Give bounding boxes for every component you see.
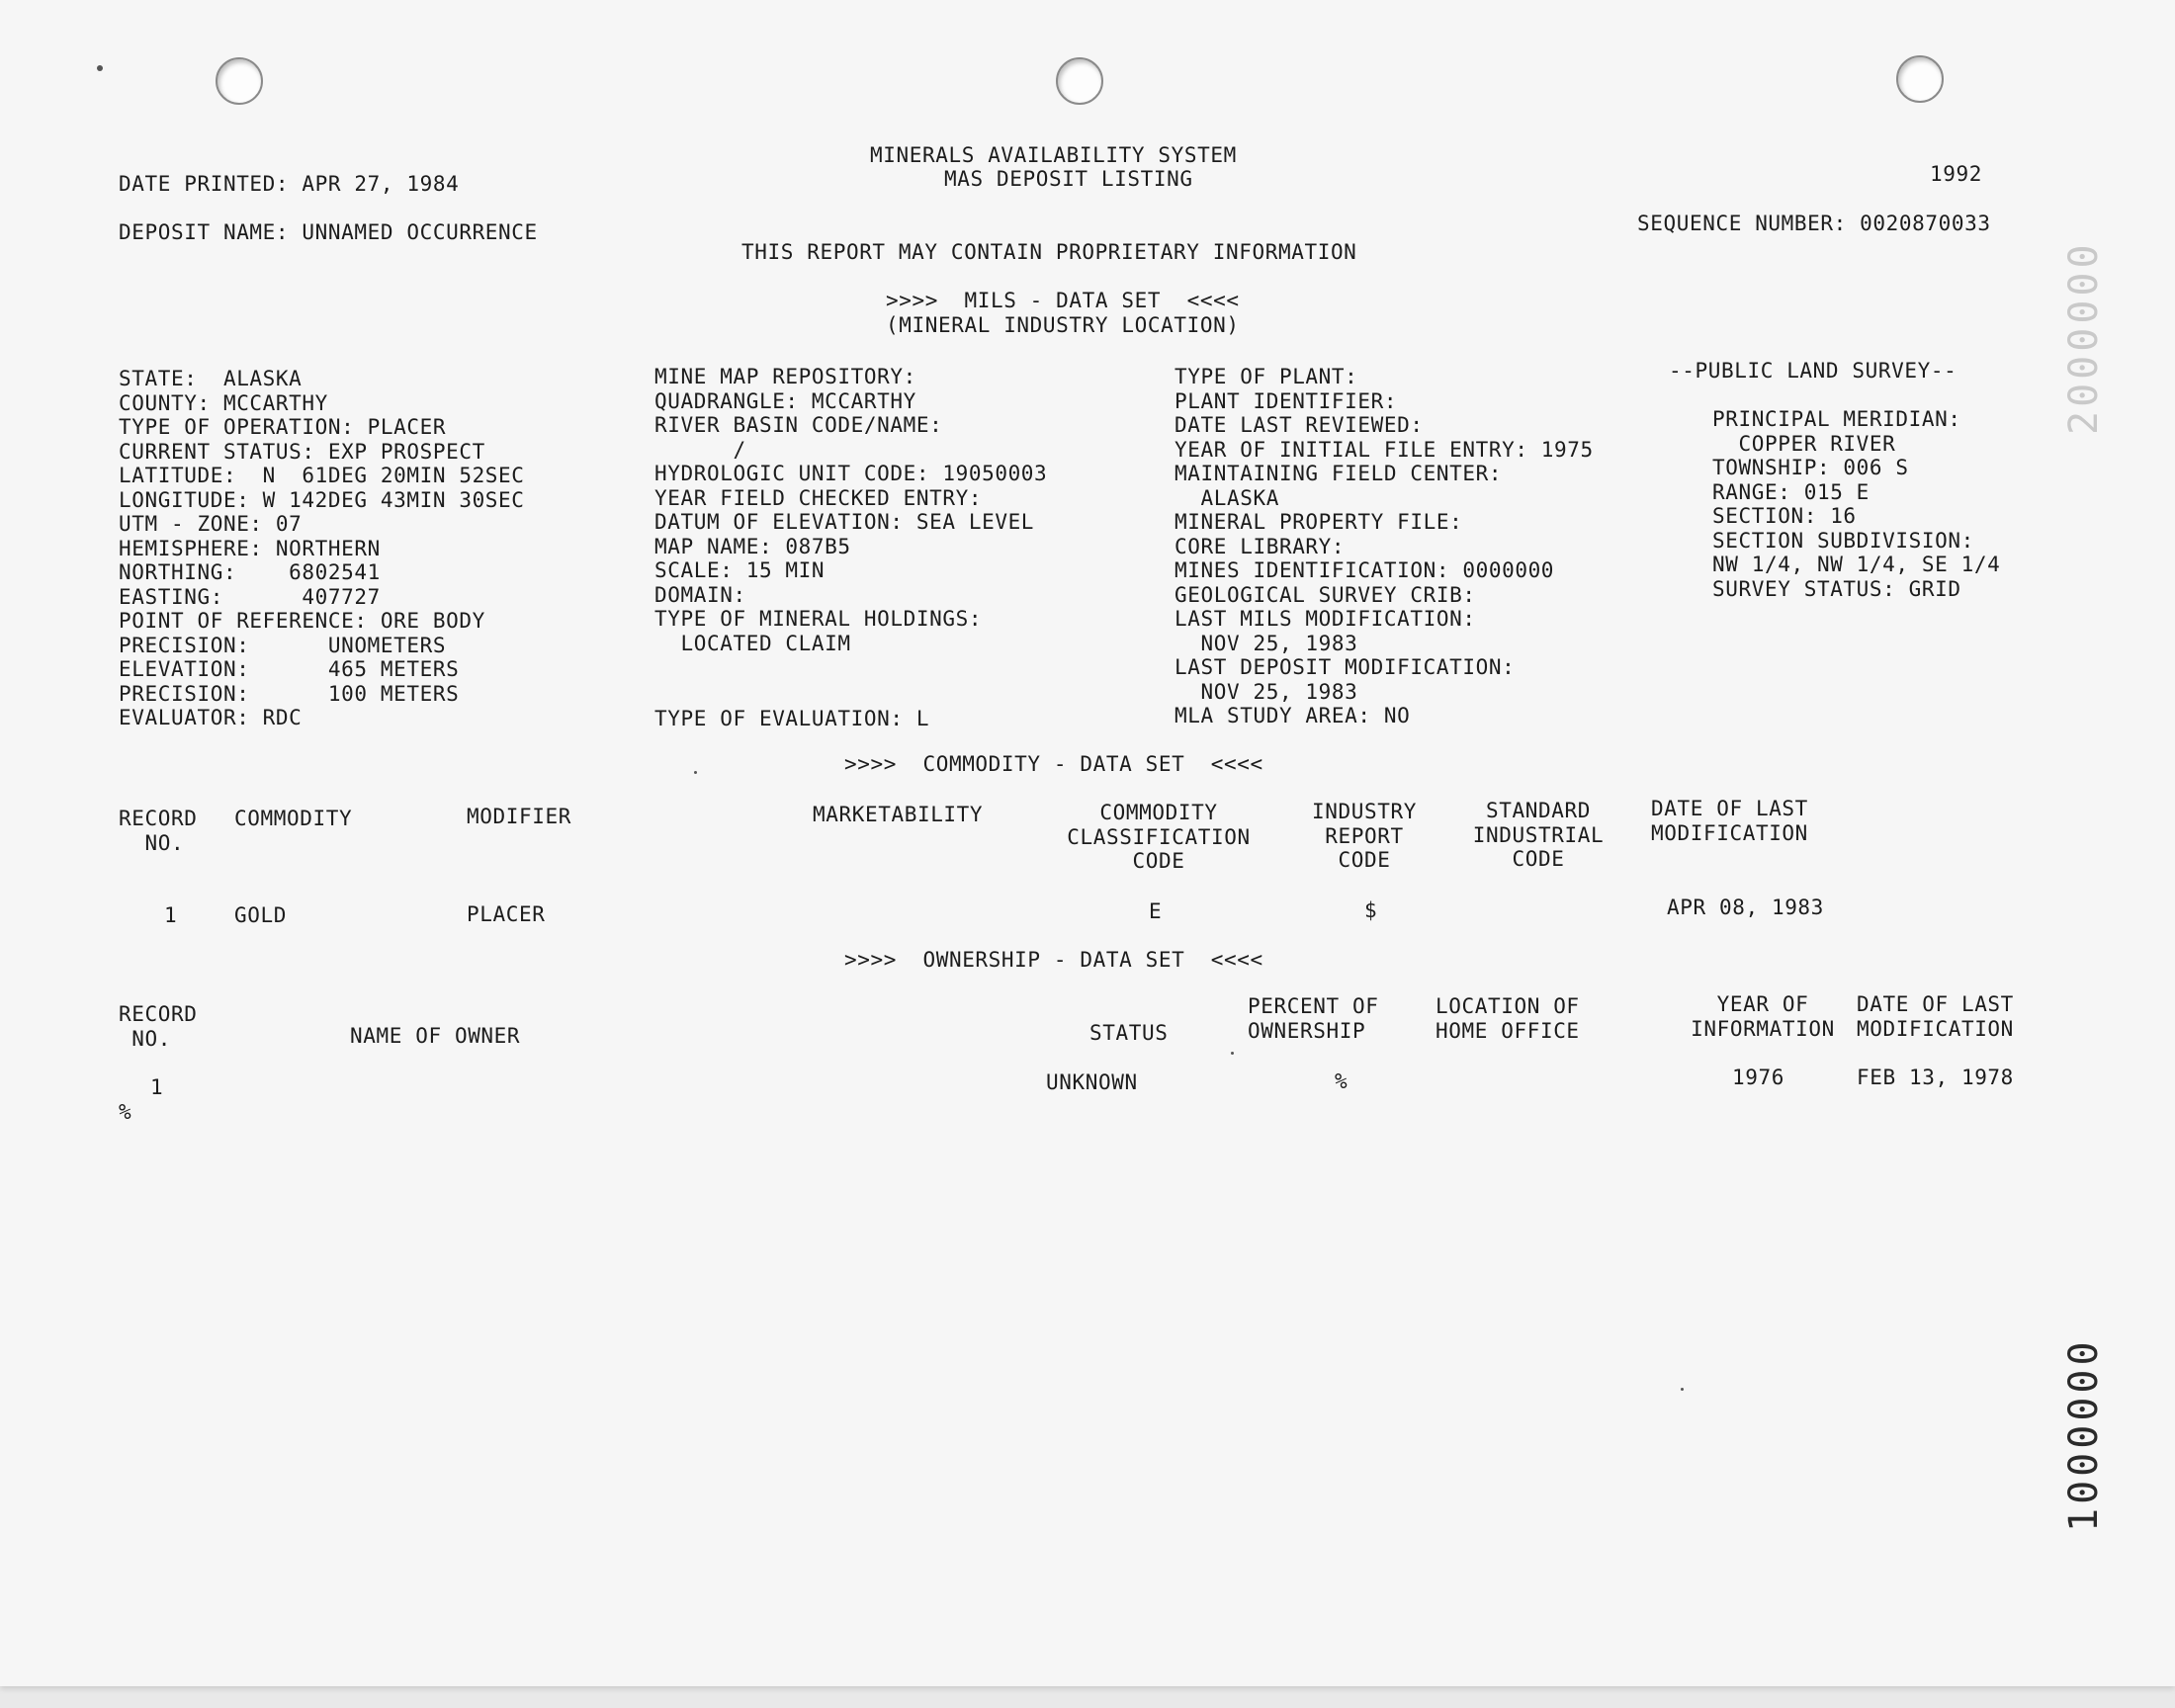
sequence-number: SEQUENCE NUMBER: 0020870033 <box>1637 212 1991 235</box>
type-of-evaluation: TYPE OF EVALUATION: L <box>654 707 930 730</box>
ownership-row-date: FEB 13, 1978 <box>1857 1066 2014 1089</box>
survey-field: RANGE: 015 E <box>1712 479 1870 504</box>
mils-heading: >>>> MILS - DATA SET <<<< <box>886 289 1240 312</box>
commodity-header-record: RECORD NO. <box>119 807 198 855</box>
map-field: DATUM OF ELEVATION: SEA LEVEL <box>654 510 1035 534</box>
location-field: STATE: ALASKA <box>119 367 303 390</box>
ownership-row-trailer: % <box>119 1100 132 1124</box>
plant-field: DATE LAST REVIEWED: <box>1174 413 1424 437</box>
survey-field: COPPER RIVER <box>1712 431 1896 456</box>
commodity-row-commodity: GOLD <box>234 903 287 927</box>
plant-field: CORE LIBRARY: <box>1174 534 1346 558</box>
report-year: 1992 <box>1930 162 1982 186</box>
public-land-survey-heading: --PUBLIC LAND SURVEY-- <box>1669 359 1958 383</box>
map-field: YEAR FIELD CHECKED ENTRY: <box>654 485 983 510</box>
survey-field: NW 1/4, NW 1/4, SE 1/4 <box>1712 553 2001 576</box>
survey-field: SECTION SUBDIVISION: <box>1712 528 1974 553</box>
survey-field: PRINCIPAL MERIDIAN: <box>1712 407 1961 431</box>
location-field: ELEVATION: 465 METERS <box>119 657 460 681</box>
commodity-row-date: APR 08, 1983 <box>1667 896 1824 919</box>
plant-field: MINES IDENTIFICATION: 0000000 <box>1174 558 1555 582</box>
margin-stamp-faint: 2000000 <box>2061 240 2107 435</box>
ownership-header-year: YEAR OF INFORMATION <box>1691 992 1835 1041</box>
commodity-header-standard: STANDARD INDUSTRIAL CODE <box>1472 799 1605 871</box>
map-field: TYPE OF MINERAL HOLDINGS: <box>654 607 983 631</box>
speck <box>694 771 697 774</box>
survey-field: SURVEY STATUS: GRID <box>1712 576 1961 601</box>
commodity-row-industry: $ <box>1364 898 1378 922</box>
location-field: LONGITUDE: W 142DEG 43MIN 30SEC <box>119 487 525 512</box>
survey-field: TOWNSHIP: 006 S <box>1712 456 1909 479</box>
map-field: HYDROLOGIC UNIT CODE: 19050003 <box>654 462 1048 485</box>
deposit-name: DEPOSIT NAME: UNNAMED OCCURRENCE <box>119 220 538 244</box>
commodity-header-date: DATE OF LAST MODIFICATION <box>1651 797 1808 845</box>
commodity-header-marketability: MARKETABILITY <box>813 803 984 826</box>
ownership-header-owner: NAME OF OWNER <box>350 1024 521 1048</box>
location-field: EVALUATOR: RDC <box>119 706 303 729</box>
ownership-header-date: DATE OF LAST MODIFICATION <box>1857 992 2014 1041</box>
map-field: SCALE: 15 MIN <box>654 558 826 582</box>
location-field: HEMISPHERE: NORTHERN <box>119 536 381 560</box>
plant-field: LAST MILS MODIFICATION: <box>1174 607 1476 631</box>
location-field: UTM - ZONE: 07 <box>119 512 303 536</box>
commodity-header-classification: COMMODITY CLASSIFICATION CODE <box>1067 801 1251 873</box>
commodity-heading: >>>> COMMODITY - DATA SET <<<< <box>844 752 1263 776</box>
margin-stamp: 1000000 <box>2061 1337 2107 1532</box>
location-field: EASTING: 407727 <box>119 584 381 609</box>
ownership-row-percent: % <box>1335 1069 1348 1093</box>
commodity-header-industry: INDUSTRY REPORT CODE <box>1312 800 1417 872</box>
location-field: PRECISION: UNOMETERS <box>119 633 447 657</box>
plant-field: PLANT IDENTIFIER: <box>1174 388 1398 413</box>
map-field: DOMAIN: <box>654 582 746 607</box>
plant-field: MAINTAINING FIELD CENTER: <box>1174 462 1503 485</box>
commodity-header-commodity: COMMODITY <box>234 807 353 830</box>
commodity-row-record: 1 <box>164 903 178 927</box>
plant-field: NOV 25, 1983 <box>1174 631 1358 655</box>
location-field: PRECISION: 100 METERS <box>119 681 460 706</box>
location-column <box>119 367 525 730</box>
location-field: CURRENT STATUS: EXP PROSPECT <box>119 439 485 464</box>
speck <box>1681 1388 1684 1391</box>
plant-field: ALASKA <box>1174 485 1279 510</box>
land-survey-column <box>1712 407 2000 601</box>
location-field: COUNTY: MCCARTHY <box>119 390 328 415</box>
ownership-header-location: LOCATION OF HOME OFFICE <box>1436 994 1580 1043</box>
punch-hole-center <box>1056 57 1103 105</box>
map-field: MINE MAP REPOSITORY: <box>654 365 916 388</box>
location-field: TYPE OF OPERATION: PLACER <box>119 415 447 439</box>
ownership-row-year: 1976 <box>1732 1066 1784 1089</box>
listing-title: MAS DEPOSIT LISTING <box>944 167 1193 191</box>
ownership-header-status: STATUS <box>1089 1021 1169 1045</box>
map-field: LOCATED CLAIM <box>654 631 851 655</box>
plant-field: NOV 25, 1983 <box>1174 679 1358 704</box>
commodity-row-classification: E <box>1149 899 1163 923</box>
map-field: / <box>654 437 746 462</box>
plant-field: GEOLOGICAL SURVEY CRIB: <box>1174 582 1476 607</box>
location-field: LATITUDE: N 61DEG 20MIN 52SEC <box>119 464 525 487</box>
speck <box>97 65 103 71</box>
speck <box>1231 1052 1234 1055</box>
plant-field: TYPE OF PLANT: <box>1174 365 1358 388</box>
location-field: NORTHING: 6802541 <box>119 560 381 584</box>
ownership-header-percent: PERCENT OF OWNERSHIP <box>1248 994 1379 1043</box>
plant-field: MINERAL PROPERTY FILE: <box>1174 510 1463 534</box>
plant-column <box>1174 365 1594 728</box>
location-field: POINT OF REFERENCE: ORE BODY <box>119 609 485 633</box>
date-printed: DATE PRINTED: APR 27, 1984 <box>119 172 460 196</box>
map-field: QUADRANGLE: MCCARTHY <box>654 388 916 413</box>
proprietary-notice: THIS REPORT MAY CONTAIN PROPRIETARY INFORMATION <box>741 240 1357 264</box>
survey-field: SECTION: 16 <box>1712 504 1857 528</box>
map-field: RIVER BASIN CODE/NAME: <box>654 413 943 437</box>
ownership-header-record: RECORD NO. <box>119 1002 198 1051</box>
ownership-row-status: UNKNOWN <box>1046 1070 1138 1094</box>
punch-hole-left <box>216 57 263 105</box>
map-field: MAP NAME: 087B5 <box>654 534 851 558</box>
plant-field: LAST DEPOSIT MODIFICATION: <box>1174 655 1516 679</box>
commodity-header-modifier: MODIFIER <box>467 805 571 828</box>
map-column <box>654 365 1047 655</box>
system-title: MINERALS AVAILABILITY SYSTEM <box>870 143 1237 167</box>
ownership-heading: >>>> OWNERSHIP - DATA SET <<<< <box>844 948 1263 972</box>
ownership-row-record: 1 <box>150 1075 164 1099</box>
mils-subheading: (MINERAL INDUSTRY LOCATION) <box>886 313 1240 337</box>
plant-field: YEAR OF INITIAL FILE ENTRY: 1975 <box>1174 437 1594 462</box>
plant-field: MLA STUDY AREA: NO <box>1174 704 1411 727</box>
punch-hole-right <box>1896 55 1944 103</box>
commodity-row-modifier: PLACER <box>467 902 546 926</box>
